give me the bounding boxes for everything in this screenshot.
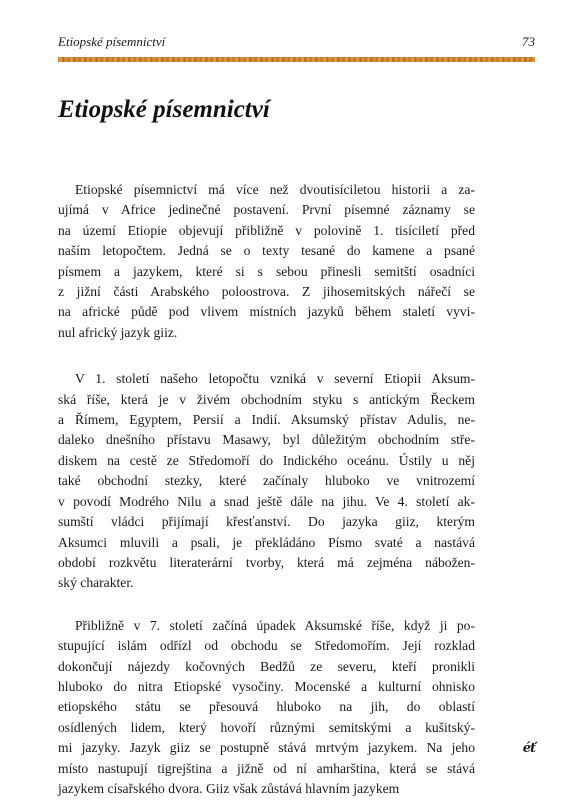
text-line: Přibližně v 7. století začíná úpadek Aksumské říše, když ji po- [75, 617, 475, 633]
page-number: 73 [522, 34, 535, 49]
text-line: dokončují nájezdy kočovných Bedžů ze severu, kteří pronikli [58, 658, 475, 674]
text-line: ská říše, která je v živém obchodním styku s antickým Řeckem [58, 391, 475, 407]
text-line: sumští vládci přijímají křesťanství. Do jazyka giiz, kterým [58, 514, 475, 530]
paragraph [58, 369, 475, 593]
text-line: stupující islám odřízl od obchodu se Středomořím. Její rozklad [58, 638, 475, 654]
text-line: jazykem císařského dvora. Giiz však zůstává hlavním jazykem [58, 780, 400, 796]
text-line: také obchodní stezky, které začínaly hluboko ve vnitrozemí [58, 473, 475, 489]
text-line: místo nastupují tigrejština a jižně od ní amharština, která se stává [58, 760, 475, 776]
text-line: z jižní části Arabského poloostrova. Z jihosemitských nářečí se [58, 284, 475, 300]
publisher-logo-mark: éť [522, 741, 535, 756]
paragraph [58, 180, 475, 343]
text-line: písmem a jazykem, které si s sebou přinesli semitští osadníci [58, 263, 475, 279]
text-line: mi jazyky. Jazyk giiz se postupně stává mrtvým jazykem. Na jeho [58, 740, 475, 756]
running-header [58, 34, 535, 54]
text-line: hluboko do nitra Etiopské vysočiny. Mocenské a kulturní ohnisko [58, 678, 475, 694]
text-line: naším letopočtem. Jedná se o texty tesané do kamene a psané [58, 243, 475, 259]
text-line: V 1. století našeho letopočtu vzniká v severní Etiopii Aksum- [75, 371, 475, 387]
text-line: a Římem, Egyptem, Persií a Indií. Aksumský přístav Adulis, ne- [58, 412, 475, 428]
text-line: nul africký jazyk giiz. [58, 324, 178, 340]
running-title: Etiopské písemnictví [58, 34, 166, 49]
chapter-title: Etiopské písemnictví [58, 96, 270, 123]
body-text [58, 180, 475, 799]
text-line: Aksumci mluvili a psali, je překládáno Písmo svaté a nastává [58, 534, 475, 550]
header-ornamental-rule [58, 57, 535, 62]
text-line: diskem na cestě ze Středomoří do Indického oceánu. Ústily u něj [58, 452, 475, 468]
text-line: období rozkvětu literaterární tvorby, která má zejména nábožen- [58, 554, 475, 570]
paragraph [58, 616, 475, 800]
text-line: daleko dnešního přístavu Masawy, byl důležitým obchodním stře- [58, 432, 475, 448]
text-line: ský charakter. [58, 575, 134, 591]
text-line: v povodí Modrého Nilu a snad ještě dále na jihu. Ve 4. století ak- [58, 493, 475, 509]
text-line: na africké půdě pod vlivem místních jazyků během staletí vyvi- [58, 304, 475, 320]
text-line: ujímá v Africe jedinečné postavení. První písemné záznamy se [58, 202, 475, 218]
text-line: Etiopské písemnictví má více než dvoutisíciletou historii a za- [75, 182, 475, 197]
text-line: osídlených lidem, který hovoří různými semitskými a kušitský- [58, 719, 475, 735]
text-line: etiopského státu se přesouvá hluboko na jih, do oblastí [58, 699, 475, 715]
text-line: na území Etiopie objevují přibližně v polovině 1. tisíciletí před [58, 222, 475, 238]
